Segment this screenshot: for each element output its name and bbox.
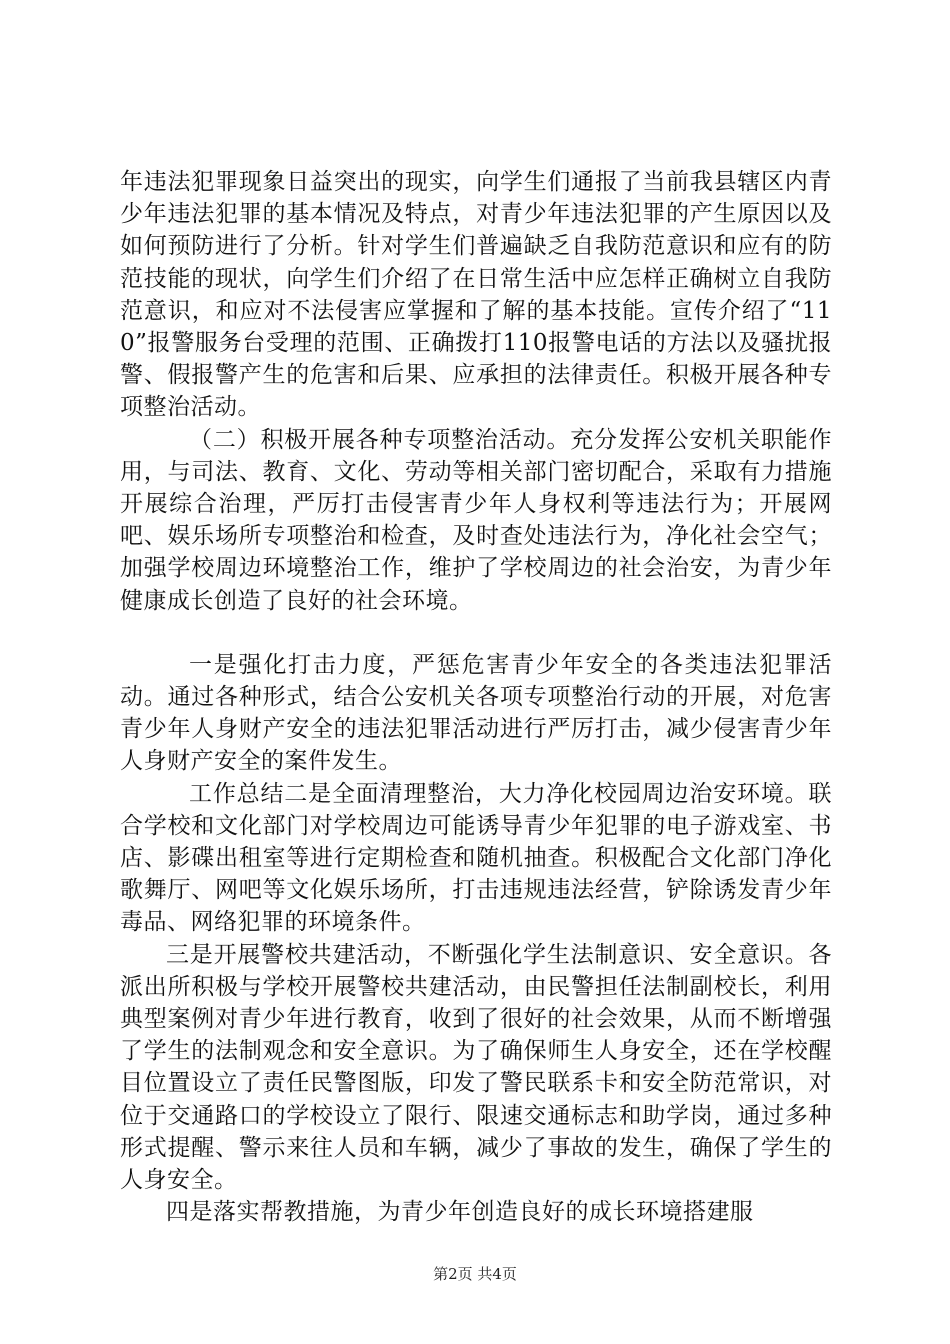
paragraph-section-2: （二）积极开展各种专项整治活动。充分发挥公安机关职能作用，与司法、教育、文化、劳动等相关部门密切配合，采取有力措施开展综合治理，严厉打击侵害青少年人身权利等违法行为；开展网吧、娱乐场所专项整治和检查，及时查处违法行为，净化社会空气；加强学校周边环境整治工作，维护了学校周边的社会治安，为青少年健康成长创造了良好的社会环境。 [120,426,832,614]
document-body [120,166,832,1229]
paragraph-point-2: 工作总结二是全面清理整治，大力净化校园周边治安环境。联合学校和文化部门对学校周边可能诱导青少年犯罪的电子游戏室、书店、影碟出租室等进行定期检查和随机抽查。积极配合文化部门净化歌舞厅、网吧等文化娱乐场所，打击违规违法经营，铲除诱发青少年毒品、网络犯罪的环境条件。 [120,780,832,936]
paragraph-point-3: 三是开展警校共建活动，不断强化学生法制意识、安全意识。各派出所积极与学校开展警校共建活动，由民警担任法制副校长，利用典型案例对青少年进行教育，收到了很好的社会效果，从而不断增强了学生的法制观念和安全意识。为了确保师生人身安全，还在学校醒目位置设立了责任民警图版，印发了警民联系卡和安全防范常识，对位于交通路口的学校设立了限行、限速交通标志和助学岗，通过多种形式提醒、警示来往人员和车辆，减少了事故的发生，确保了学生的人身安全。 [120,941,832,1194]
blank-line [120,617,832,649]
paragraph-point-4: 四是落实帮教措施，为青少年创造良好的成长环境搭建服 [166,1199,754,1226]
page-number-footer: 第2页 共4页 [433,1265,517,1283]
paragraph-continued: 年违法犯罪现象日益突出的现实，向学生们通报了当前我县辖区内青少年违法犯罪的基本情况及特点，对青少年违法犯罪的产生原因以及如何预防进行了分析。针对学生们普遍缺乏自我防范意识和应有的防范技能的现状，向学生们介绍了在日常生活中应怎样正确树立自我防范意识，和应对不法侵害应掌握和了解的基本技能。宣传介绍了“110”报警服务台受理的范围、正确拨打110报警电话的方法以及骚扰报警、假报警产生的危害和后果、应承担的法律责任。积极开展各种专项整治活动。 [120,169,832,421]
paragraph-point-1: 一是强化打击力度，严惩危害青少年安全的各类违法犯罪活动。通过各种形式，结合公安机关各项专项整治行动的开展，对危害青少年人身财产安全的违法犯罪活动进行严厉打击，减少侵害青少年人身财产安全的案件发生。 [120,651,832,775]
